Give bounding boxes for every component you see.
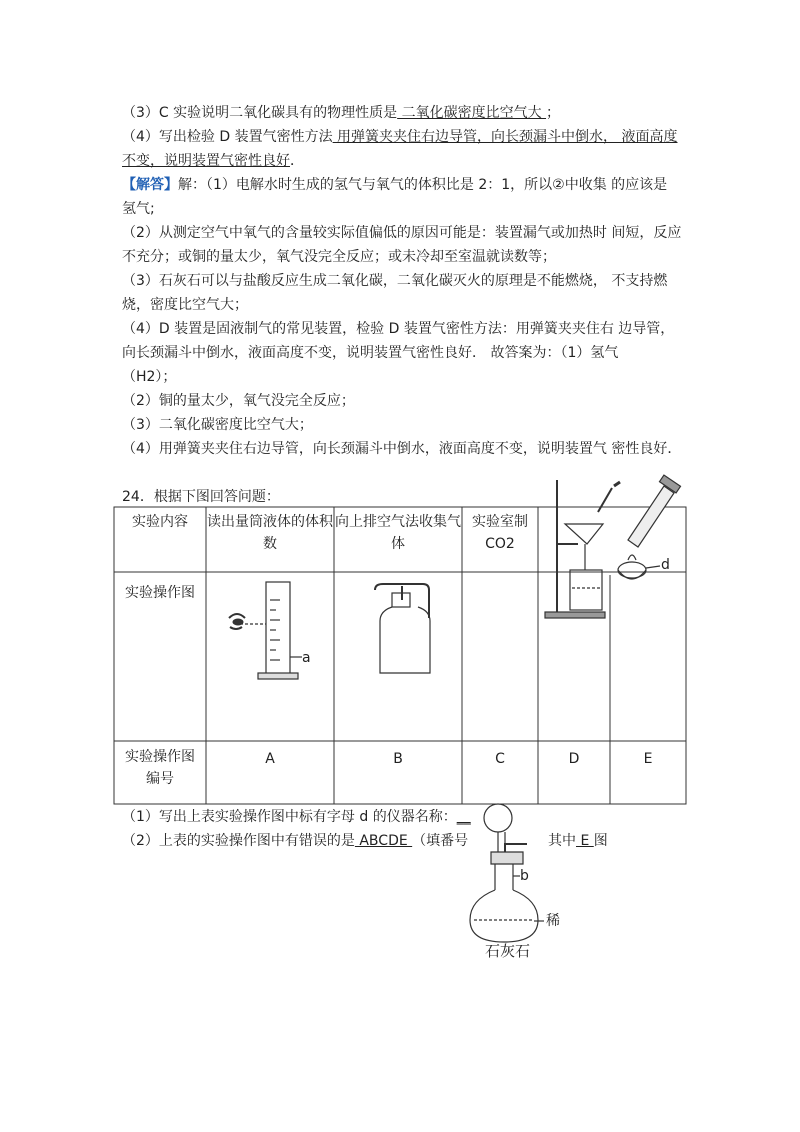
- code-c: C: [495, 751, 505, 767]
- q3-line: （3）C 实验说明二氧化碳具有的物理性质是 二氧化碳密度比空气大 ；: [122, 105, 561, 121]
- p3-line-2: 烧，密度比空气大；: [122, 297, 248, 313]
- sub-question-2-tail: 其中 E 图: [548, 833, 608, 849]
- header-upward-air: 向上排空气法收集气体: [335, 514, 461, 552]
- analysis-tag: 【解答】: [122, 177, 178, 193]
- header-content: 实验内容: [132, 514, 188, 530]
- code-a: A: [265, 751, 275, 767]
- q4-answer-2: 不变，说明装置气密性良好: [122, 153, 290, 169]
- label-a: a: [302, 650, 311, 666]
- q24-title: 24．根据下图回答问题：: [122, 489, 280, 505]
- label-d: d: [661, 557, 670, 573]
- answer-4: （4）用弹簧夹夹住右边导管，向长颈漏斗中倒水，液面高度不变，说明装置气 密性良好．: [122, 441, 682, 457]
- header-read-volume: 读出量筒液体的体积数: [207, 514, 333, 552]
- gas-bottle-icon: [375, 584, 430, 673]
- sub2-answer-2: E: [576, 833, 594, 849]
- p4-line-1: （4）D 装置是固液制气的常见装置，检验 D 装置气密性方法：用弹簧夹夹住右 边导管，: [122, 321, 675, 337]
- code-e: E: [643, 751, 653, 767]
- q4-line-2: 不变，说明装置气密性良好．: [122, 153, 304, 169]
- label-xi: 稀: [546, 913, 560, 929]
- sub-question-2: （2）上表的实验操作图中有错误的是 ABCDE （填番号: [122, 833, 469, 849]
- p4-line-3: （H2）；: [122, 369, 177, 385]
- eye-icon: [229, 614, 245, 629]
- q4-answer-1: 用弹簧夹夹住右边导管，向长颈漏斗中倒水， 液面高度: [332, 129, 678, 145]
- graduated-cylinder-icon: [240, 582, 302, 679]
- p3-line-1: （3）石灰石可以与盐酸反应生成二氧化碳，二氧化碳灭火的原理是不能燃烧， 不支持燃: [122, 273, 668, 289]
- p2-line-2: 不充分；或铜的量太少，氧气没完全反应；或未冷却至室温就读数等；: [122, 249, 556, 265]
- code-d: D: [568, 751, 580, 767]
- sub-question-1: （1）写出上表实验操作图中标有字母 d 的仪器名称：__: [122, 809, 471, 825]
- label-limestone: 石灰石: [485, 942, 531, 960]
- flask-apparatus-icon: [470, 804, 544, 942]
- code-b: B: [393, 751, 403, 767]
- q3-answer: 二氧化碳密度比空气大: [397, 105, 547, 121]
- analysis-line-1: 【解答】解：（1）电解水时生成的氢气与氧气的体积比是 2：1，所以②中收集 的应该是: [122, 177, 668, 193]
- q4-line-1: （4）写出检验 D 装置气密性方法 用弹簧夹夹住右边导管，向长颈漏斗中倒水， 液面高度: [122, 129, 678, 145]
- sub2-answer: ABCDE: [354, 833, 413, 849]
- header-co2: 实验室制 CO2: [472, 514, 528, 552]
- answer-2: （2）铜的量太少，氧气没完全反应；: [122, 393, 355, 409]
- label-b: b: [520, 868, 529, 884]
- row-figure-code: 实验操作图编号: [125, 749, 195, 787]
- sub1-blank: __: [456, 809, 471, 825]
- p2-line-1: （2）从测定空气中氧气的含量较实际值偏低的原因可能是：装置漏气或加热时 间短，反应: [122, 225, 682, 241]
- row-operation-figure: 实验操作图: [125, 585, 195, 601]
- p4-line-2: 向长颈漏斗中倒水，液面高度不变，说明装置气密性良好． 故答案为：（1）氢气: [122, 345, 619, 361]
- analysis-line-2: 氢气;: [122, 201, 155, 217]
- filtration-icon: [545, 480, 620, 618]
- heating-tube-icon: [618, 475, 681, 579]
- answer-3: （3）二氧化碳密度比空气大；: [122, 417, 313, 433]
